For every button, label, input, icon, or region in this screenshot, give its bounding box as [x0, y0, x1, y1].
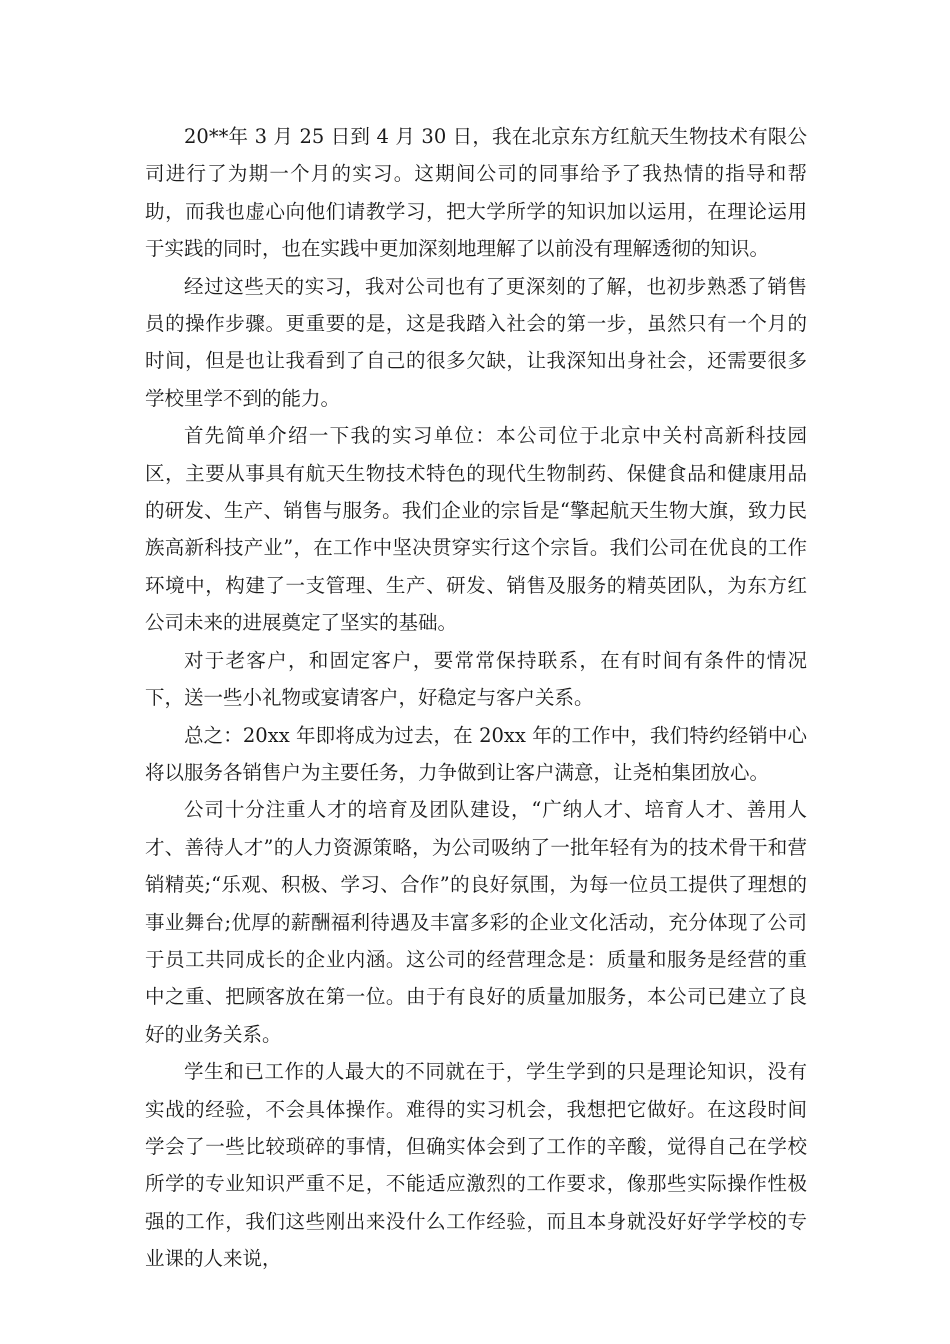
paragraph-old-customers: 对于老客户，和固定客户，要常常保持联系，在有时间有条件的情况下，送一些小礼物或宴请客户，好稳定与客户关系。: [145, 648, 807, 710]
paragraph-understanding-company: 经过这些天的实习，我对公司也有了更深刻的了解，也初步熟悉了销售员的操作步骤。更重要的是，这是我踏入社会的第一步，虽然只有一个月的时间，但是也让我看到了自己的很多欠缺，让我深知出身社会，还需要很多学校里学不到的能力。: [145, 274, 807, 410]
paragraph-talent-development: 公司十分注重人才的培育及团队建设，“广纳人才、培育人才、善用人才、善待人才”的人力资源策略，为公司吸纳了一批年轻有为的技术骨干和营销精英;“乐观、积极、学习、合作”的良好氛围，为每一位员工提供了理想的事业舞台;优厚的薪酬福利待遇及丰富多彩的企业文化活动，充分体现了公司于员工共同成长的企业内涵。这公司的经营理念是：质量和服务是经营的重中之重、把顾客放在第一位。由于有良好的质量加服务，本公司已建立了良好的业务关系。: [145, 798, 807, 1046]
paragraph-summary: 总之：20xx 年即将成为过去，在 20xx 年的工作中，我们特约经销中心将以服务各销售户为主要任务，力争做到让客户满意，让尧柏集团放心。: [145, 723, 807, 784]
document-body: [145, 118, 807, 1278]
paragraph-internship-period: 20**年 3 月 25 日到 4 月 30 日，我在北京东方红航天生物技术有限公司进行了为期一个月的实习。这期间公司的同事给予了我热情的指导和帮助，而我也虚心向他们请教学习，把大学所学的知识加以运用，在理论运用于实践的同时，也在实践中更加深刻地理解了以前没有理解透彻的知识。: [145, 125, 807, 261]
paragraph-student-vs-worker: 学生和已工作的人最大的不同就在于，学生学到的只是理论知识，没有实战的经验，不会具体操作。难得的实习机会，我想把它做好。在这段时间学会了一些比较琐碎的事情，但确实体会到了工作的辛酸，觉得自己在学校所学的专业知识严重不足，不能适应激烈的工作要求，像那些实际操作性极强的工作，我们这些刚出来没什么工作经验，而且本身就没好好学学校的专业课的人来说，: [145, 1060, 807, 1271]
paragraph-company-introduction: 首先简单介绍一下我的实习单位：本公司位于北京中关村高新科技园区，主要从事具有航天生物技术特色的现代生物制药、保健食品和健康用品的研发、生产、销售与服务。我们企业的宗旨是“擎起航天生物大旗，致力民族高新科技产业”，在工作中坚决贯穿实行这个宗旨。我们公司在优良的工作环境中，构建了一支管理、生产、研发、销售及服务的精英团队，为东方红公司未来的进展奠定了坚实的基础。: [145, 424, 807, 635]
